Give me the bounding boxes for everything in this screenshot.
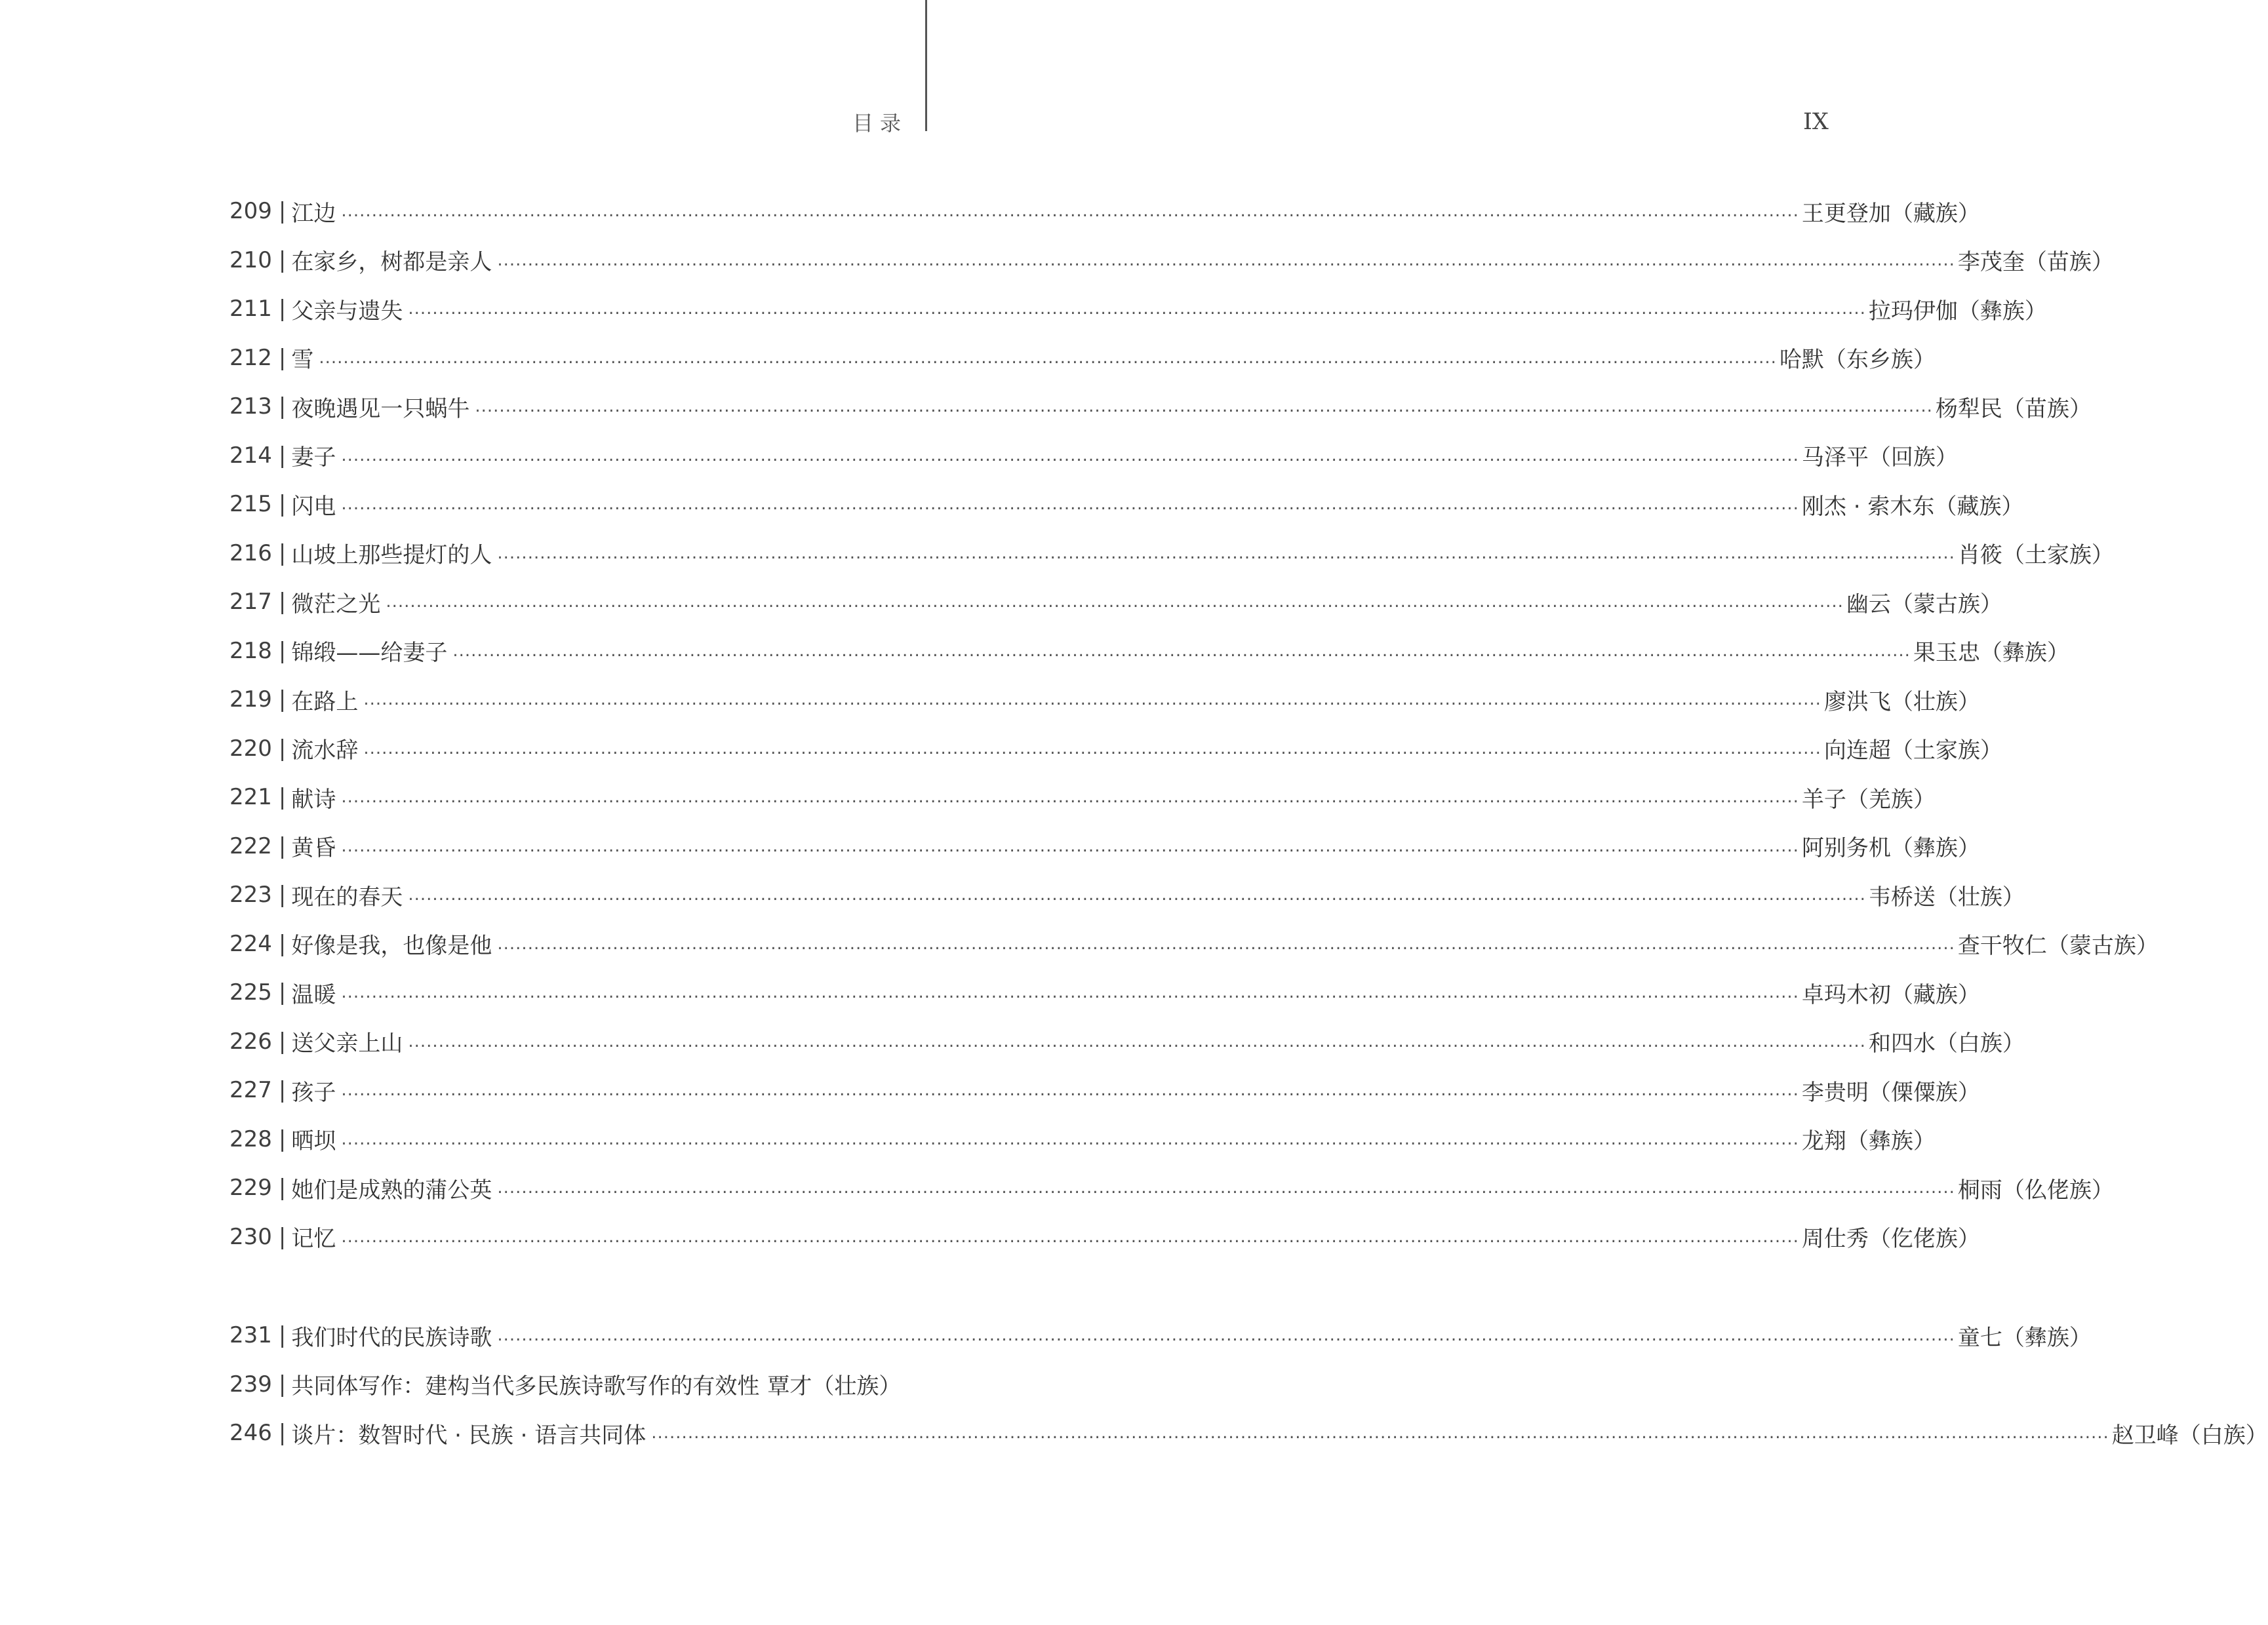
entry-author: 覃才（壮族） (767, 1373, 902, 1400)
entry-page-number: 214 (229, 442, 272, 469)
toc-entry[interactable] (229, 1360, 902, 1409)
entry-page-number: 227 (229, 1077, 272, 1104)
entry-separator: | (278, 442, 287, 469)
entry-author: 周仕秀（仡佬族） (1801, 1226, 1980, 1253)
dot-leader (497, 1325, 1955, 1345)
dot-leader (341, 446, 1799, 465)
entry-page-number: 231 (229, 1322, 272, 1349)
dot-leader (363, 690, 1821, 709)
entry-author: 幽云（蒙古族） (1846, 591, 2002, 617)
toc-entry[interactable] (229, 773, 1936, 822)
dot-leader (651, 1423, 2109, 1443)
entry-separator: | (278, 198, 287, 225)
entry-title: 在路上 (291, 688, 359, 715)
dot-leader (497, 543, 1955, 563)
entry-page-number: 222 (229, 832, 272, 859)
entry-separator: | (278, 393, 287, 420)
toc-entry[interactable] (229, 1017, 2025, 1067)
entry-author: 李贵明（傈僳族） (1801, 1079, 1980, 1106)
toc-list-poems (229, 187, 2159, 1261)
entry-page-number: 226 (229, 1028, 272, 1055)
entry-page-number: 211 (229, 296, 272, 323)
entry-title: 温暖 (291, 981, 336, 1008)
entry-title: 好像是我，也像是他 (291, 933, 492, 960)
entry-page-number: 215 (229, 491, 272, 518)
toc-entry[interactable] (229, 920, 2159, 969)
toc-entry[interactable] (229, 1409, 2268, 1458)
dot-leader (341, 983, 1799, 1002)
entry-separator: | (278, 491, 287, 518)
entry-page-number: 224 (229, 930, 272, 957)
entry-title: 孩子 (291, 1079, 336, 1106)
running-head (852, 106, 1829, 138)
dot-leader (341, 494, 1799, 514)
toc-entry[interactable] (229, 334, 1936, 383)
entry-page-number: 218 (229, 637, 272, 664)
entry-title: 她们是成熟的蒲公英 (291, 1177, 492, 1204)
entry-page-number: 223 (229, 882, 272, 909)
entry-separator: | (278, 344, 287, 371)
entry-author: 和四水（白族） (1868, 1030, 2025, 1057)
entry-separator: | (278, 1223, 287, 1250)
entry-author: 桐雨（仫佬族） (1957, 1177, 2114, 1204)
dot-leader (475, 397, 1933, 416)
entry-title: 流水辞 (291, 737, 359, 764)
entry-author: 羊子（羌族） (1801, 786, 1936, 813)
entry-title: 闪电 (291, 493, 336, 520)
entry-title: 黄昏 (291, 835, 336, 862)
entry-separator: | (278, 637, 287, 664)
entry-page-number: 228 (229, 1126, 272, 1152)
toc-entry[interactable] (229, 627, 2069, 676)
entry-title: 晒坝 (291, 1128, 336, 1155)
entry-author: 杨犁民（苗族） (1935, 395, 2092, 422)
entry-title: 现在的春天 (291, 884, 403, 910)
toc-entry[interactable] (229, 1311, 2092, 1360)
entry-author: 卓玛木初（藏族） (1801, 981, 1980, 1008)
entry-author: 李茂奎（苗族） (1957, 249, 2114, 276)
entry-page-number: 220 (229, 735, 272, 762)
entry-title: 我们时代的民族诗歌 (291, 1324, 492, 1351)
entry-title: 共同体写作：建构当代多民族诗歌写作的有效性 (291, 1373, 760, 1400)
toc-entry[interactable] (229, 968, 1980, 1017)
entry-author: 果玉忠（彝族） (1913, 640, 2069, 667)
entry-page-number: 216 (229, 539, 272, 566)
entry-separator: | (278, 296, 287, 323)
toc-entry[interactable] (229, 1164, 2114, 1213)
entry-author: 王更登加（藏族） (1801, 200, 1980, 227)
entry-page-number: 246 (229, 1420, 272, 1447)
entry-author: 查干牧仁（蒙古族） (1957, 933, 2159, 960)
entry-separator: | (278, 589, 287, 616)
dot-leader (363, 739, 1821, 758)
entry-author: 阿别务机（彝族） (1801, 835, 1980, 862)
entry-title: 妻子 (291, 444, 336, 471)
dot-leader (497, 934, 1955, 954)
entry-page-number: 213 (229, 393, 272, 420)
entry-title: 山坡上那些提灯的人 (291, 542, 492, 569)
entry-author: 韦桥送（壮族） (1868, 884, 2025, 910)
entry-title: 记忆 (291, 1226, 336, 1253)
entry-title: 父亲与遗失 (291, 298, 403, 324)
entry-author: 向连超（土家族） (1823, 737, 2002, 764)
entry-author: 拉玛伊伽（彝族） (1868, 298, 2047, 324)
entry-author: 龙翔（彝族） (1801, 1128, 1936, 1155)
toc-entry[interactable] (229, 675, 1980, 724)
toc-entry[interactable] (229, 431, 1958, 480)
toc-entry[interactable] (229, 382, 2092, 431)
entry-title: 献诗 (291, 786, 336, 813)
header-vertical-rule (925, 0, 927, 131)
entry-separator: | (278, 1420, 287, 1447)
entry-author: 哈默（东乡族） (1779, 347, 1936, 374)
toc-entry[interactable] (229, 236, 2114, 285)
entry-page-number: 239 (229, 1371, 272, 1398)
dot-leader (408, 885, 1866, 905)
toc-entry[interactable] (229, 724, 2002, 773)
entry-author: 马泽平（回族） (1801, 444, 1958, 471)
dot-leader (341, 787, 1799, 807)
entry-author: 肖筱（土家族） (1957, 542, 2114, 569)
entry-separator: | (278, 882, 287, 909)
entry-title: 江边 (291, 200, 336, 227)
toc-entry[interactable] (229, 529, 2114, 578)
entry-title: 雪 (291, 347, 314, 374)
entry-title: 微茫之光 (291, 591, 381, 617)
entry-separator: | (278, 1175, 287, 1202)
entry-author: 赵卫峰（白族） (2111, 1422, 2268, 1449)
dot-leader (341, 836, 1799, 856)
section-title: 目录 (852, 111, 908, 136)
entry-page-number: 210 (229, 246, 272, 273)
entry-title: 夜晚遇见一只蜗牛 (291, 395, 470, 422)
dot-leader (408, 299, 1866, 319)
toc-entry[interactable] (229, 187, 1980, 236)
entry-title: 谈片：数智时代 · 民族 · 语言共同体 (291, 1422, 647, 1449)
toc-entry[interactable] (229, 1066, 1980, 1115)
toc-entry[interactable] (229, 822, 1980, 871)
entry-separator: | (278, 1126, 287, 1152)
entry-page-number: 230 (229, 1223, 272, 1250)
entry-separator: | (278, 539, 287, 566)
entry-author: 廖洪飞（壮族） (1823, 688, 1980, 715)
entry-separator: | (278, 1322, 287, 1349)
entry-page-number: 217 (229, 589, 272, 616)
toc-entry[interactable] (229, 284, 2047, 334)
dot-leader (408, 1032, 1866, 1051)
entry-separator: | (278, 1028, 287, 1055)
dot-leader (497, 1178, 1955, 1198)
entry-separator: | (278, 832, 287, 859)
entry-separator: | (278, 686, 287, 713)
toc-entry[interactable] (229, 578, 2002, 627)
entry-title: 在家乡，树都是亲人 (291, 249, 492, 276)
entry-title: 送父亲上山 (291, 1030, 403, 1057)
entry-title: 锦缎——给妻子 (291, 640, 448, 667)
dot-leader (319, 348, 1777, 368)
dot-leader (341, 201, 1799, 221)
entry-page-number: 209 (229, 198, 272, 225)
dot-leader (341, 1129, 1799, 1149)
dot-leader (341, 1227, 1799, 1247)
entry-separator: | (278, 930, 287, 957)
toc-entry[interactable] (229, 871, 2025, 920)
toc-list-essays (229, 1311, 2268, 1458)
entry-author: 童七（彝族） (1957, 1324, 2092, 1351)
entry-separator: | (278, 246, 287, 273)
entry-page-number: 229 (229, 1175, 272, 1202)
page-number: IX (1803, 109, 1829, 135)
entry-page-number: 221 (229, 784, 272, 811)
entry-author: 刚杰 · 索木东（藏族） (1801, 493, 2024, 520)
entry-separator: | (278, 784, 287, 811)
entry-separator: | (278, 1077, 287, 1104)
dot-leader (497, 250, 1955, 270)
toc-entry[interactable] (229, 1115, 1936, 1164)
toc-entry[interactable] (229, 1213, 1980, 1262)
entry-separator: | (278, 1371, 287, 1398)
entry-separator: | (278, 979, 287, 1006)
entry-page-number: 212 (229, 344, 272, 371)
entry-page-number: 225 (229, 979, 272, 1006)
dot-leader (386, 592, 1844, 612)
toc-entry[interactable] (229, 480, 2024, 529)
entry-separator: | (278, 735, 287, 762)
entry-page-number: 219 (229, 686, 272, 713)
dot-leader (452, 641, 1911, 661)
dot-leader (341, 1080, 1799, 1100)
